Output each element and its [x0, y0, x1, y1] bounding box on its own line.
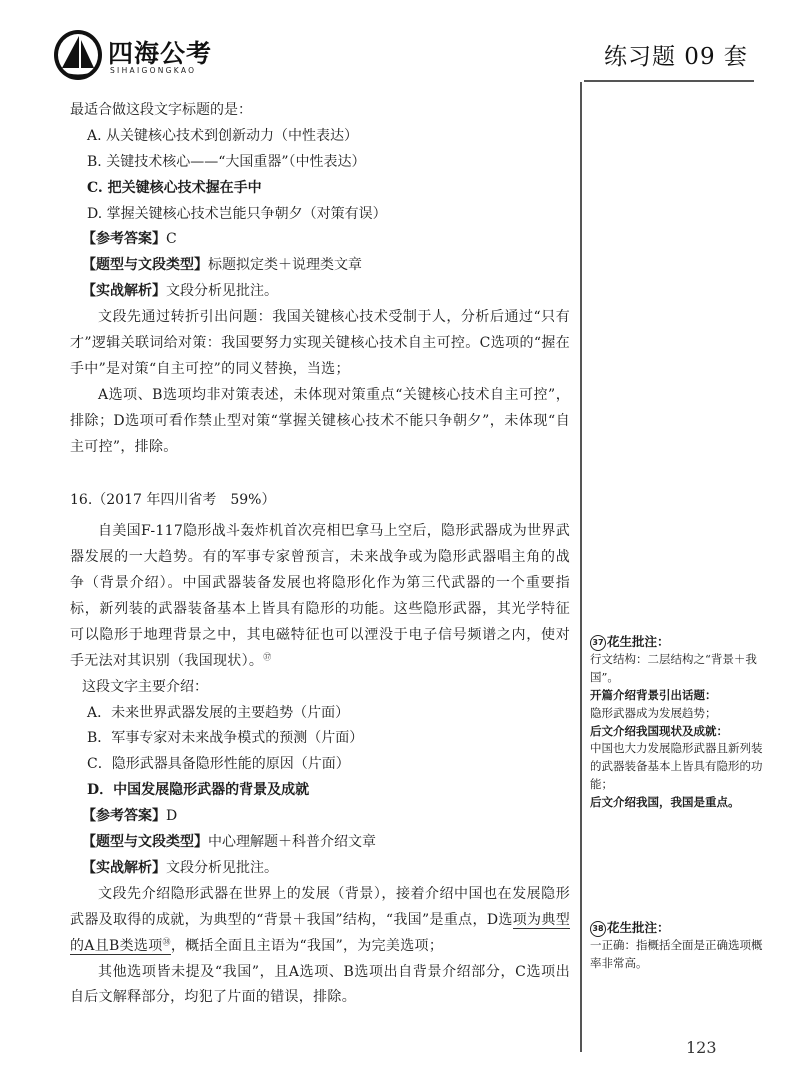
q15-option-d: D. 掌握关键核心技术岂能只争朝夕（对策有误）: [87, 205, 387, 222]
column-divider: [580, 82, 582, 1052]
note-37-line: 中国也大力发展隐形武器且新列装的武器装备基本上皆具有隐形的功能；: [590, 741, 763, 792]
q15-option-c: C. 把关键核心技术握在手中: [87, 179, 262, 196]
type-label: 【题型与文段类型】: [82, 834, 208, 851]
note-37-line: 开篇介绍背景引出话题：: [590, 688, 717, 702]
q16-option-c: C．隐形武器具备隐形性能的原因（片面）: [87, 756, 350, 773]
q15-analysis: 文段分析见批注。: [166, 283, 278, 300]
header-rule: [584, 80, 754, 82]
q16-option-d: D．中国发展隐形武器的背景及成就: [87, 782, 310, 799]
sidebar-note-38: [590, 918, 766, 973]
q16-option-b: B．军事专家对未来战争模式的预测（片面）: [87, 730, 364, 747]
answer-label: 【参考答案】: [82, 231, 166, 248]
note-marker-38: ㊳: [162, 936, 171, 946]
q16-analysis-line: [70, 856, 570, 882]
analysis-label: 【实战解析】: [82, 859, 166, 876]
q16-type: 中心理解题＋科普介绍文章: [208, 834, 376, 851]
q16-answer-line: [70, 804, 570, 830]
note-37-title-text: 花生批注：: [607, 634, 670, 649]
note-37-number: 37: [590, 635, 606, 651]
q15-answer: C: [166, 231, 177, 248]
q16-passage: [70, 519, 570, 674]
q16-explanation-1c: ，概括全面且主语为“我国”，为完美选项；: [170, 937, 444, 954]
note-37-line: 后文介绍我国现状及成就：: [590, 723, 728, 738]
q16-analysis: 文段分析见批注。: [166, 859, 278, 876]
brand-name: 四海公考: [108, 39, 213, 68]
q16-explanation-2: 其他选项皆未提及“我国”，且A选项、B选项出自背景介绍部分，C选项出自后文解释部分，均犯了片面的错误，排除。: [70, 963, 570, 1006]
q16-stem: 这段文字主要介绍：: [82, 678, 208, 695]
note-38-title-text: 花生批注：: [607, 920, 670, 935]
q15-explanation-2: A选项、B选项均非对策表述，未体现对策重点“关键核心技术自主可控”，排除；D选项可看作禁止型对策“掌握关键核心技术不能只争朝夕”，未体现“自主可控”，排除。: [70, 386, 570, 455]
analysis-label: 【实战解析】: [82, 283, 166, 300]
q16-option-a: A．未来世界武器发展的主要趋势（片面）: [87, 704, 350, 721]
type-label: 【题型与文段类型】: [82, 257, 208, 274]
note-38-line: 一正确：指概括全面是正确选项概率非常高。: [590, 938, 763, 971]
q15-analysis-line: [70, 279, 570, 305]
note-37-title: [590, 632, 766, 651]
q15-answer-line: [70, 227, 570, 253]
note-38-number: 38: [590, 921, 606, 937]
q15-option-a: A. 从关键核心技术到创新动力（中性表达）: [87, 127, 359, 144]
brand-logo: [52, 28, 232, 84]
q15-stem: 最适合做这段文字标题的是：: [70, 102, 252, 118]
note-38-title: [590, 918, 766, 937]
q16-explanation-1: [70, 882, 570, 960]
q15-explanation-1: 文段先通过转折引出问题：我国关键核心技术受制于人，分析后通过“只有才”逻辑关联词给对策：我国要努力实现关键核心技术自主可控。C选项的“握在手中”是对策“自主可控”的同义替换，当选；: [70, 309, 570, 377]
note-marker-37: ㊲: [263, 652, 272, 662]
q15-type-line: [70, 253, 570, 279]
page-number: 123: [686, 1038, 717, 1057]
q15-option-b: B. 关键技术核心——“大国重器”（中性表达）: [87, 153, 366, 170]
q16-type-line: [70, 830, 570, 856]
note-37-line: 行文结构：二层结构之“背景＋我国”。: [590, 652, 757, 685]
q16-passage-text: 自美国F-117隐形战斗轰炸机首次亮相巴拿马上空后，隐形武器成为世界武器发展的一大趋势。有的军事专家曾预言，未来战争或为隐形武器唱主角的战争（背景介绍）。中国武器装备发展也将隐形化作为第三代武器的一个重要指标，新列装的武器装备基本上皆具有隐形的功能。这些隐形武器，其光学特征可以隐形于地理背景之中，其电磁特征也可以湮没于电子信号频谱之内，使对手无法对其识别（我国现状）。: [70, 523, 570, 669]
sidebar-note-37: [590, 632, 766, 812]
q16-explanation-1a: 文段先介绍隐形武器在世界上的发展（背景），接着介绍中国也在发展隐形武器及取得的成就，为典型的“背景＋我国”结构，“我国”是重点，D选: [70, 885, 570, 928]
main-column: [70, 98, 570, 1011]
brand-subtitle: SIHAIGONGKAO: [110, 66, 197, 75]
sailboat-logo-icon: [52, 28, 104, 82]
q16-answer: D: [166, 808, 178, 825]
q15-type: 标题拟定类＋说理类文章: [208, 257, 362, 274]
q16-heading: 16.（2017 年四川省考 59%）: [70, 492, 276, 509]
note-37-line: 隐形武器成为发展趋势；: [590, 705, 717, 720]
answer-label: 【参考答案】: [82, 808, 166, 825]
note-37-line: 后文介绍我国，我国是重点。: [590, 794, 740, 809]
exercise-set-title: 练习题 09 套: [604, 44, 748, 70]
q16-explanation-1b: 项为典型的A且B类选项: [70, 911, 570, 954]
